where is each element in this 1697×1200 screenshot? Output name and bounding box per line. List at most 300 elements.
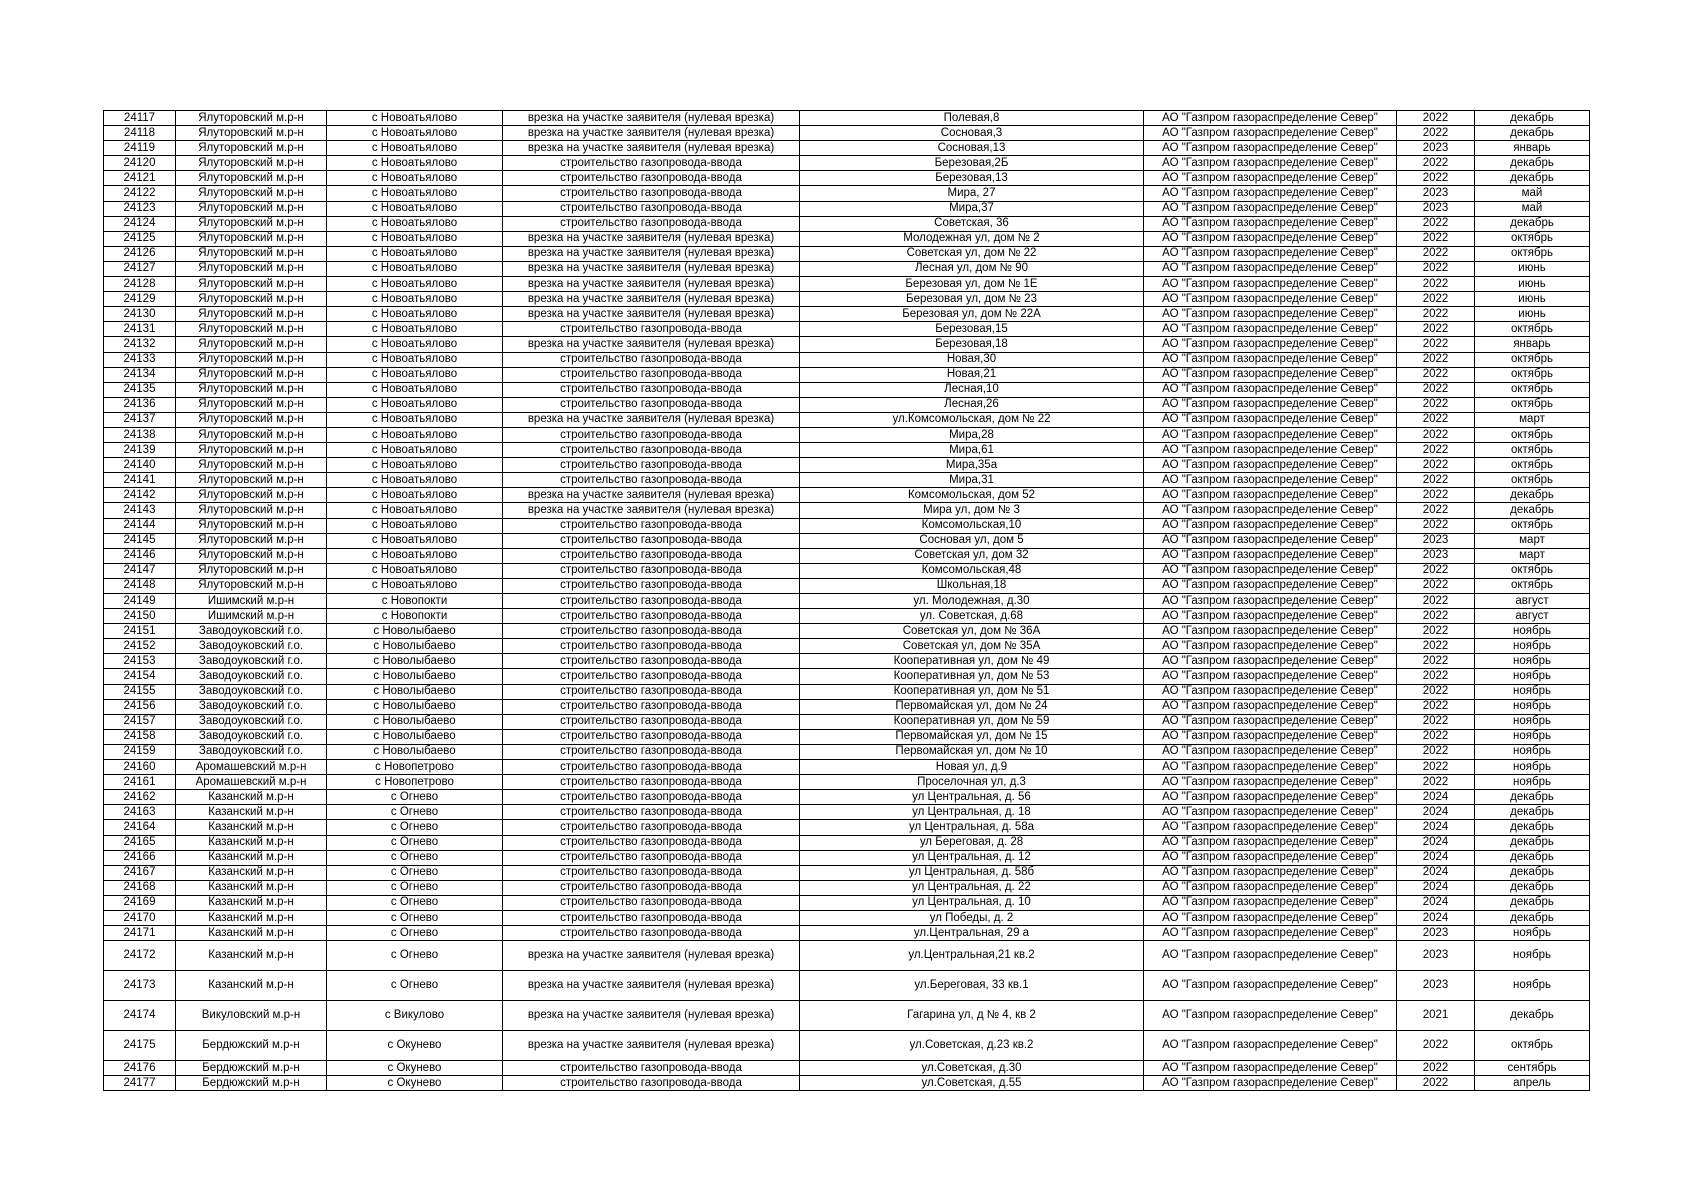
cell-organization: АО "Газпром газораспределение Север" [1144, 231, 1397, 246]
cell-work-type: строительство газопровода-ввода [503, 594, 800, 609]
cell-id: 24119 [104, 141, 176, 156]
cell-year: 2022 [1397, 1061, 1475, 1076]
cell-work-type: строительство газопровода-ввода [503, 714, 800, 729]
cell-district: Заводоуковский г.о. [176, 654, 327, 669]
cell-id: 24157 [104, 714, 176, 729]
cell-year: 2022 [1397, 729, 1475, 744]
cell-address: Первомайская ул, дом № 24 [800, 699, 1144, 714]
table-row [104, 518, 1590, 533]
cell-organization: АО "Газпром газораспределение Север" [1144, 533, 1397, 548]
cell-work-type: строительство газопровода-ввода [503, 669, 800, 684]
table-row [104, 443, 1590, 458]
cell-organization: АО "Газпром газораспределение Север" [1144, 367, 1397, 382]
cell-organization: АО "Газпром газораспределение Север" [1144, 111, 1397, 126]
cell-year: 2022 [1397, 639, 1475, 654]
cell-settlement: с Новоатьялово [327, 563, 503, 578]
cell-settlement: с Новолыбаево [327, 699, 503, 714]
cell-settlement: с Огнево [327, 926, 503, 941]
table-row [104, 397, 1590, 412]
cell-work-type: строительство газопровода-ввода [503, 171, 800, 186]
cell-work-type: врезка на участке заявителя (нулевая врезка) [503, 111, 800, 126]
cell-settlement: с Новоатьялово [327, 382, 503, 397]
cell-address: ул Центральная, д. 56 [800, 790, 1144, 805]
cell-settlement: с Огнево [327, 835, 503, 850]
cell-month: ноябрь [1475, 760, 1590, 775]
cell-organization: АО "Газпром газораспределение Север" [1144, 578, 1397, 593]
cell-id: 24154 [104, 669, 176, 684]
cell-organization: АО "Газпром газораспределение Север" [1144, 820, 1397, 835]
cell-month: октябрь [1475, 352, 1590, 367]
cell-settlement: с Новоатьялово [327, 141, 503, 156]
table-row [104, 382, 1590, 397]
cell-organization: АО "Газпром газораспределение Север" [1144, 322, 1397, 337]
table-row [104, 820, 1590, 835]
cell-district: Ялуторовский м.р-н [176, 337, 327, 352]
cell-id: 24143 [104, 503, 176, 518]
cell-organization: АО "Газпром газораспределение Север" [1144, 714, 1397, 729]
cell-settlement: с Новоатьялово [327, 488, 503, 503]
cell-settlement: с Новоатьялово [327, 201, 503, 216]
cell-district: Казанский м.р-н [176, 850, 327, 865]
cell-work-type: строительство газопровода-ввода [503, 352, 800, 367]
cell-month: октябрь [1475, 473, 1590, 488]
cell-id: 24139 [104, 443, 176, 458]
cell-address: Лесная,10 [800, 382, 1144, 397]
cell-month: ноябрь [1475, 941, 1590, 971]
cell-address: ул Центральная, д. 58а [800, 820, 1144, 835]
table-row [104, 216, 1590, 231]
cell-year: 2022 [1397, 775, 1475, 790]
table-row [104, 171, 1590, 186]
cell-settlement: с Новолыбаево [327, 639, 503, 654]
cell-month: декабрь [1475, 503, 1590, 518]
cell-settlement: с Новолыбаево [327, 714, 503, 729]
table-row [104, 669, 1590, 684]
cell-settlement: с Новоатьялово [327, 216, 503, 231]
table-row [104, 729, 1590, 744]
cell-address: Березовая,13 [800, 171, 1144, 186]
cell-year: 2022 [1397, 443, 1475, 458]
cell-settlement: с Огнево [327, 805, 503, 820]
cell-year: 2022 [1397, 126, 1475, 141]
cell-district: Бердюжский м.р-н [176, 1076, 327, 1091]
table-row [104, 307, 1590, 322]
cell-work-type: врезка на участке заявителя (нулевая врезка) [503, 1031, 800, 1061]
cell-district: Ялуторовский м.р-н [176, 473, 327, 488]
cell-work-type: строительство газопровода-ввода [503, 865, 800, 880]
cell-id: 24131 [104, 322, 176, 337]
cell-work-type: строительство газопровода-ввода [503, 458, 800, 473]
cell-work-type: строительство газопровода-ввода [503, 1061, 800, 1076]
cell-organization: АО "Газпром газораспределение Север" [1144, 216, 1397, 231]
cell-month: октябрь [1475, 563, 1590, 578]
table-row [104, 156, 1590, 171]
cell-work-type: строительство газопровода-ввода [503, 1076, 800, 1091]
cell-work-type: строительство газопровода-ввода [503, 910, 800, 925]
cell-settlement: с Огнево [327, 820, 503, 835]
cell-year: 2022 [1397, 699, 1475, 714]
cell-id: 24163 [104, 805, 176, 820]
cell-organization: АО "Газпром газораспределение Север" [1144, 729, 1397, 744]
cell-year: 2024 [1397, 880, 1475, 895]
cell-work-type: врезка на участке заявителя (нулевая врезка) [503, 503, 800, 518]
cell-id: 24176 [104, 1061, 176, 1076]
cell-month: декабрь [1475, 850, 1590, 865]
cell-address: Мира,37 [800, 201, 1144, 216]
cell-organization: АО "Газпром газораспределение Север" [1144, 292, 1397, 307]
cell-year: 2022 [1397, 503, 1475, 518]
cell-settlement: с Новоатьялово [327, 186, 503, 201]
cell-district: Ялуторовский м.р-н [176, 216, 327, 231]
cell-id: 24124 [104, 216, 176, 231]
cell-address: ул Центральная, д. 18 [800, 805, 1144, 820]
cell-settlement: с Новопокти [327, 594, 503, 609]
table-row [104, 941, 1590, 971]
cell-year: 2024 [1397, 895, 1475, 910]
cell-id: 24120 [104, 156, 176, 171]
cell-id: 24149 [104, 594, 176, 609]
cell-work-type: строительство газопровода-ввода [503, 805, 800, 820]
cell-month: ноябрь [1475, 654, 1590, 669]
cell-year: 2022 [1397, 246, 1475, 261]
cell-id: 24141 [104, 473, 176, 488]
cell-id: 24130 [104, 307, 176, 322]
cell-id: 24168 [104, 880, 176, 895]
cell-settlement: с Новоатьялово [327, 443, 503, 458]
cell-month: ноябрь [1475, 971, 1590, 1001]
cell-organization: АО "Газпром газораспределение Север" [1144, 594, 1397, 609]
cell-month: декабрь [1475, 805, 1590, 820]
cell-settlement: с Огнево [327, 790, 503, 805]
cell-address: Мира,61 [800, 443, 1144, 458]
table-row [104, 775, 1590, 790]
cell-id: 24165 [104, 835, 176, 850]
cell-month: декабрь [1475, 216, 1590, 231]
cell-organization: АО "Газпром газораспределение Север" [1144, 744, 1397, 759]
cell-address: Новая ул, д.9 [800, 760, 1144, 775]
cell-organization: АО "Газпром газораспределение Север" [1144, 427, 1397, 442]
table-row [104, 292, 1590, 307]
cell-organization: АО "Газпром газораспределение Север" [1144, 1001, 1397, 1031]
cell-year: 2022 [1397, 563, 1475, 578]
cell-address: Кооперативная ул, дом № 53 [800, 669, 1144, 684]
cell-settlement: с Новоатьялово [327, 578, 503, 593]
table-row [104, 639, 1590, 654]
cell-address: Первомайская ул, дом № 10 [800, 744, 1144, 759]
cell-year: 2023 [1397, 201, 1475, 216]
cell-address: ул Береговая, д. 28 [800, 835, 1144, 850]
cell-settlement: с Новолыбаево [327, 684, 503, 699]
cell-year: 2022 [1397, 488, 1475, 503]
table-row [104, 201, 1590, 216]
table-row [104, 850, 1590, 865]
cell-settlement: с Новоатьялово [327, 171, 503, 186]
cell-address: Сосновая ул, дом 5 [800, 533, 1144, 548]
table-row [104, 548, 1590, 563]
cell-month: апрель [1475, 1076, 1590, 1091]
cell-work-type: строительство газопровода-ввода [503, 427, 800, 442]
table-row [104, 1031, 1590, 1061]
cell-work-type: строительство газопровода-ввода [503, 548, 800, 563]
cell-id: 24133 [104, 352, 176, 367]
cell-organization: АО "Газпром газораспределение Север" [1144, 563, 1397, 578]
cell-address: ул.Центральная, 29 а [800, 926, 1144, 941]
table-row [104, 624, 1590, 639]
cell-work-type: строительство газопровода-ввода [503, 609, 800, 624]
cell-organization: АО "Газпром газораспределение Север" [1144, 669, 1397, 684]
cell-settlement: с Новоатьялово [327, 533, 503, 548]
cell-work-type: строительство газопровода-ввода [503, 729, 800, 744]
table-row [104, 488, 1590, 503]
table-row [104, 684, 1590, 699]
cell-district: Ялуторовский м.р-н [176, 397, 327, 412]
cell-district: Викуловский м.р-н [176, 1001, 327, 1031]
cell-work-type: строительство газопровода-ввода [503, 156, 800, 171]
cell-work-type: строительство газопровода-ввода [503, 624, 800, 639]
cell-year: 2023 [1397, 533, 1475, 548]
cell-year: 2022 [1397, 684, 1475, 699]
cell-month: октябрь [1475, 578, 1590, 593]
cell-year: 2022 [1397, 669, 1475, 684]
cell-month: октябрь [1475, 246, 1590, 261]
cell-district: Ялуторовский м.р-н [176, 503, 327, 518]
cell-id: 24166 [104, 850, 176, 865]
cell-organization: АО "Газпром газораспределение Север" [1144, 548, 1397, 563]
table-row [104, 261, 1590, 276]
cell-address: Кооперативная ул, дом № 49 [800, 654, 1144, 669]
cell-id: 24121 [104, 171, 176, 186]
cell-district: Ялуторовский м.р-н [176, 412, 327, 427]
cell-id: 24151 [104, 624, 176, 639]
cell-year: 2022 [1397, 473, 1475, 488]
cell-work-type: врезка на участке заявителя (нулевая врезка) [503, 307, 800, 322]
cell-month: сентябрь [1475, 1061, 1590, 1076]
cell-settlement: с Новолыбаево [327, 669, 503, 684]
cell-district: Ялуторовский м.р-н [176, 277, 327, 292]
cell-district: Казанский м.р-н [176, 941, 327, 971]
cell-address: Школьная,18 [800, 578, 1144, 593]
cell-id: 24171 [104, 926, 176, 941]
cell-id: 24161 [104, 775, 176, 790]
cell-year: 2024 [1397, 790, 1475, 805]
cell-work-type: врезка на участке заявителя (нулевая врезка) [503, 971, 800, 1001]
cell-district: Казанский м.р-н [176, 820, 327, 835]
cell-address: Новая,30 [800, 352, 1144, 367]
cell-organization: АО "Газпром газораспределение Север" [1144, 775, 1397, 790]
cell-address: Березовая ул, дом № 1Е [800, 277, 1144, 292]
cell-work-type: строительство газопровода-ввода [503, 699, 800, 714]
cell-district: Казанский м.р-н [176, 910, 327, 925]
table-row [104, 277, 1590, 292]
cell-settlement: с Новоатьялово [327, 548, 503, 563]
cell-settlement: с Огнево [327, 880, 503, 895]
cell-year: 2024 [1397, 850, 1475, 865]
cell-year: 2022 [1397, 624, 1475, 639]
table-row [104, 654, 1590, 669]
cell-id: 24128 [104, 277, 176, 292]
cell-address: Новая,21 [800, 367, 1144, 382]
table-row [104, 563, 1590, 578]
cell-year: 2022 [1397, 1076, 1475, 1091]
cell-id: 24117 [104, 111, 176, 126]
cell-year: 2022 [1397, 231, 1475, 246]
cell-address: ул.Комсомольская, дом № 22 [800, 412, 1144, 427]
cell-month: декабрь [1475, 126, 1590, 141]
cell-month: декабрь [1475, 488, 1590, 503]
cell-settlement: с Новопетрово [327, 775, 503, 790]
table-row [104, 880, 1590, 895]
cell-month: декабрь [1475, 790, 1590, 805]
table-row [104, 805, 1590, 820]
cell-organization: АО "Газпром газораспределение Север" [1144, 609, 1397, 624]
cell-settlement: с Новоатьялово [327, 277, 503, 292]
cell-year: 2022 [1397, 111, 1475, 126]
table-row [104, 1001, 1590, 1031]
cell-work-type: строительство газопровода-ввода [503, 760, 800, 775]
table-row [104, 412, 1590, 427]
table-row [104, 458, 1590, 473]
cell-district: Заводоуковский г.о. [176, 729, 327, 744]
cell-district: Ялуторовский м.р-н [176, 578, 327, 593]
cell-work-type: врезка на участке заявителя (нулевая врезка) [503, 126, 800, 141]
cell-month: декабрь [1475, 835, 1590, 850]
cell-organization: АО "Газпром газораспределение Север" [1144, 277, 1397, 292]
cell-address: Кооперативная ул, дом № 59 [800, 714, 1144, 729]
cell-year: 2022 [1397, 337, 1475, 352]
cell-organization: АО "Газпром газораспределение Север" [1144, 971, 1397, 1001]
table-row [104, 246, 1590, 261]
table-row [104, 1076, 1590, 1091]
cell-id: 24145 [104, 533, 176, 548]
cell-year: 2024 [1397, 865, 1475, 880]
cell-year: 2022 [1397, 156, 1475, 171]
cell-organization: АО "Газпром газораспределение Север" [1144, 171, 1397, 186]
cell-id: 24135 [104, 382, 176, 397]
cell-address: Мира ул, дом № 3 [800, 503, 1144, 518]
cell-work-type: строительство газопровода-ввода [503, 201, 800, 216]
table-row [104, 337, 1590, 352]
cell-work-type: врезка на участке заявителя (нулевая врезка) [503, 337, 800, 352]
cell-year: 2023 [1397, 548, 1475, 563]
cell-month: декабрь [1475, 910, 1590, 925]
cell-organization: АО "Газпром газораспределение Север" [1144, 443, 1397, 458]
cell-work-type: строительство газопровода-ввода [503, 775, 800, 790]
cell-district: Ялуторовский м.р-н [176, 563, 327, 578]
cell-year: 2022 [1397, 1031, 1475, 1061]
cell-work-type: врезка на участке заявителя (нулевая врезка) [503, 261, 800, 276]
cell-settlement: с Новолыбаево [327, 744, 503, 759]
cell-address: ул.Береговая, 33 кв.1 [800, 971, 1144, 1001]
cell-year: 2022 [1397, 322, 1475, 337]
cell-address: Березовая ул, дом № 23 [800, 292, 1144, 307]
cell-district: Ялуторовский м.р-н [176, 141, 327, 156]
cell-work-type: строительство газопровода-ввода [503, 322, 800, 337]
cell-work-type: строительство газопровода-ввода [503, 216, 800, 231]
cell-month: декабрь [1475, 865, 1590, 880]
cell-district: Ялуторовский м.р-н [176, 518, 327, 533]
cell-settlement: с Новоатьялово [327, 246, 503, 261]
cell-id: 24144 [104, 518, 176, 533]
cell-month: декабрь [1475, 1001, 1590, 1031]
cell-work-type: врезка на участке заявителя (нулевая врезка) [503, 246, 800, 261]
cell-address: Комсомольская,48 [800, 563, 1144, 578]
cell-address: Мира, 27 [800, 186, 1144, 201]
cell-settlement: с Новоатьялово [327, 126, 503, 141]
cell-address: Сосновая,3 [800, 126, 1144, 141]
cell-year: 2023 [1397, 941, 1475, 971]
cell-address: Советская ул, дом 32 [800, 548, 1144, 563]
table-row [104, 910, 1590, 925]
cell-work-type: строительство газопровода-ввода [503, 473, 800, 488]
cell-settlement: с Огнево [327, 865, 503, 880]
cell-organization: АО "Газпром газораспределение Север" [1144, 397, 1397, 412]
cell-organization: АО "Газпром газораспределение Север" [1144, 126, 1397, 141]
cell-district: Ялуторовский м.р-н [176, 201, 327, 216]
cell-month: ноябрь [1475, 744, 1590, 759]
cell-address: ул.Советская, д.23 кв.2 [800, 1031, 1144, 1061]
cell-year: 2024 [1397, 835, 1475, 850]
cell-district: Ялуторовский м.р-н [176, 548, 327, 563]
table-row [104, 503, 1590, 518]
cell-year: 2023 [1397, 926, 1475, 941]
cell-address: ул. Молодежная, д.30 [800, 594, 1144, 609]
cell-organization: АО "Газпром газораспределение Север" [1144, 201, 1397, 216]
cell-settlement: с Новоатьялово [327, 231, 503, 246]
cell-settlement: с Новолыбаево [327, 624, 503, 639]
cell-organization: АО "Газпром газораспределение Север" [1144, 503, 1397, 518]
cell-organization: АО "Газпром газораспределение Север" [1144, 865, 1397, 880]
cell-id: 24156 [104, 699, 176, 714]
cell-month: ноябрь [1475, 775, 1590, 790]
cell-address: ул Центральная, д. 22 [800, 880, 1144, 895]
cell-address: Березовая,2Б [800, 156, 1144, 171]
cell-address: Кооперативная ул, дом № 51 [800, 684, 1144, 699]
cell-id: 24140 [104, 458, 176, 473]
cell-settlement: с Новоатьялово [327, 427, 503, 442]
table-row [104, 926, 1590, 941]
cell-organization: АО "Газпром газораспределение Север" [1144, 639, 1397, 654]
cell-district: Ялуторовский м.р-н [176, 156, 327, 171]
cell-district: Ялуторовский м.р-н [176, 261, 327, 276]
cell-district: Бердюжский м.р-н [176, 1031, 327, 1061]
cell-organization: АО "Газпром газораспределение Север" [1144, 518, 1397, 533]
cell-organization: АО "Газпром газораспределение Север" [1144, 790, 1397, 805]
cell-settlement: с Огнево [327, 971, 503, 1001]
cell-month: август [1475, 594, 1590, 609]
cell-work-type: строительство газопровода-ввода [503, 744, 800, 759]
cell-work-type: врезка на участке заявителя (нулевая врезка) [503, 141, 800, 156]
cell-work-type: врезка на участке заявителя (нулевая врезка) [503, 1001, 800, 1031]
cell-district: Ялуторовский м.р-н [176, 352, 327, 367]
cell-district: Казанский м.р-н [176, 926, 327, 941]
cell-settlement: с Огнево [327, 941, 503, 971]
cell-district: Ялуторовский м.р-н [176, 427, 327, 442]
cell-month: ноябрь [1475, 624, 1590, 639]
cell-id: 24158 [104, 729, 176, 744]
cell-work-type: строительство газопровода-ввода [503, 186, 800, 201]
cell-year: 2022 [1397, 397, 1475, 412]
table-row [104, 111, 1590, 126]
cell-work-type: строительство газопровода-ввода [503, 563, 800, 578]
cell-id: 24160 [104, 760, 176, 775]
cell-settlement: с Новопокти [327, 609, 503, 624]
cell-organization: АО "Газпром газораспределение Север" [1144, 186, 1397, 201]
table-row [104, 141, 1590, 156]
cell-work-type: строительство газопровода-ввода [503, 850, 800, 865]
cell-district: Ялуторовский м.р-н [176, 458, 327, 473]
cell-organization: АО "Газпром газораспределение Север" [1144, 805, 1397, 820]
cell-month: март [1475, 548, 1590, 563]
